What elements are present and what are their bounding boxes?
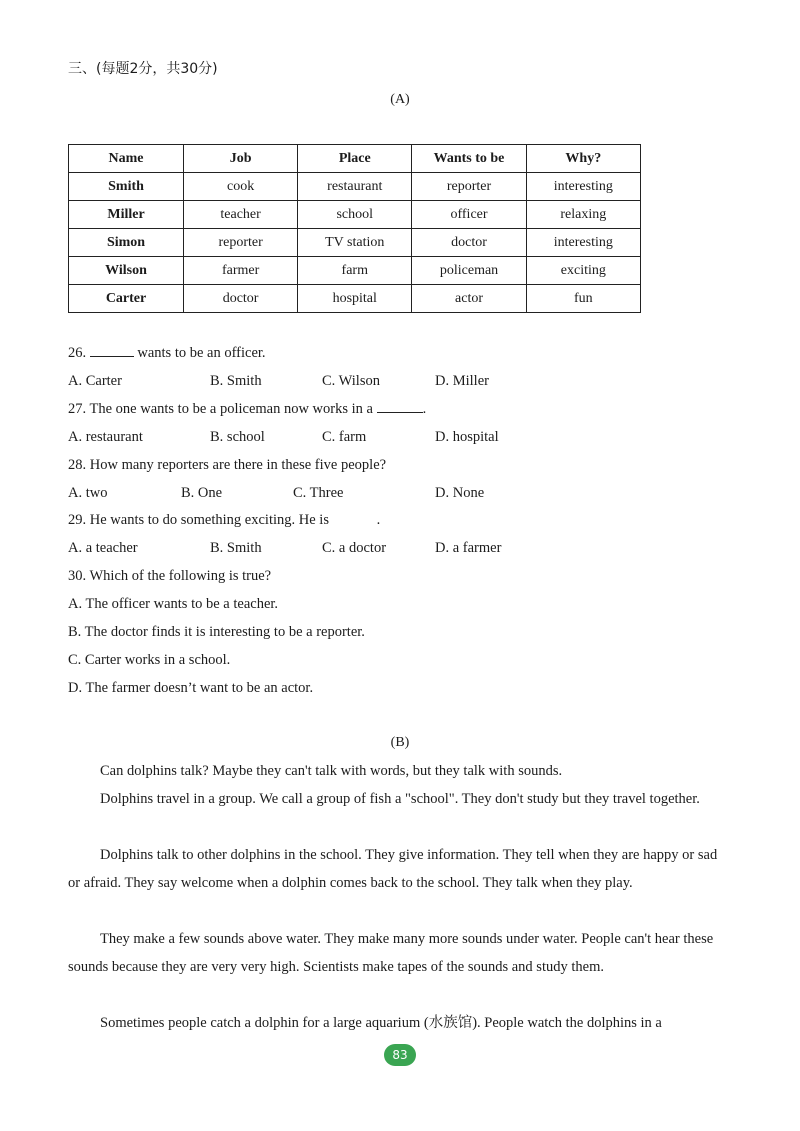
cell-wants: reporter — [412, 173, 526, 201]
table-header-row — [69, 145, 641, 173]
passage-paragraph: Dolphins talk to other dolphins in the school. They give information. They tell when they are happy or sad or afraid. They say welcome when a dolphin comes back to the school. They talk when they play. — [68, 847, 718, 891]
header-place: Place — [298, 145, 412, 173]
option-d: D. a farmer — [435, 540, 502, 556]
option-a: A. two — [68, 485, 108, 501]
cell-place: school — [298, 201, 412, 229]
table-row — [69, 173, 641, 201]
question-27 — [68, 401, 426, 418]
cell-why: exciting — [526, 257, 640, 285]
header-name: Name — [69, 145, 184, 173]
option-b: B. Smith — [210, 373, 262, 389]
cell-name: Simon — [69, 229, 184, 257]
answer-blank — [90, 356, 134, 357]
cell-place: farm — [298, 257, 412, 285]
part-b-label: (B) — [390, 735, 410, 750]
option-c: C. Three — [293, 485, 344, 501]
cell-why: interesting — [526, 173, 640, 201]
answer-blank — [377, 412, 423, 413]
option-a: A. restaurant — [68, 429, 143, 445]
question-30: 30. Which of the following is true? — [68, 568, 272, 584]
option-a: A. a teacher — [68, 540, 138, 556]
cell-name: Smith — [69, 173, 184, 201]
question-stem: wants to be an officer. — [137, 345, 266, 361]
choice-a: A. The officer wants to be a teacher. — [68, 596, 279, 612]
question-26 — [68, 345, 266, 362]
cell-name: Carter — [69, 285, 184, 313]
table-row — [69, 285, 641, 313]
cell-why: interesting — [526, 229, 640, 257]
cell-job: cook — [184, 173, 298, 201]
cell-wants: officer — [412, 201, 526, 229]
cell-place: hospital — [298, 285, 412, 313]
table-row — [69, 229, 641, 257]
cell-job: reporter — [184, 229, 298, 257]
page-number-badge: 83 — [384, 1044, 416, 1066]
passage-paragraph: They make a few sounds above water. They make many more sounds under water. People can't hear these sounds because they are very very high. Scientists make tapes of the sounds and study them. — [68, 931, 714, 975]
option-d: D. hospital — [435, 429, 499, 445]
question-29 — [68, 512, 380, 529]
cell-place: restaurant — [298, 173, 412, 201]
header-why: Why? — [526, 145, 640, 173]
stem-period: . — [376, 512, 381, 528]
passage-paragraph: Dolphins travel in a group. We call a group of fish a "school". They don't study but they travel together. — [100, 791, 700, 807]
cell-place: TV station — [298, 229, 412, 257]
table-row — [69, 257, 641, 285]
cell-job: teacher — [184, 201, 298, 229]
cell-wants: doctor — [412, 229, 526, 257]
cell-why: relaxing — [526, 201, 640, 229]
option-b: B. Smith — [210, 540, 262, 556]
header-wants-to-be: Wants to be — [412, 145, 526, 173]
option-c: C. farm — [322, 429, 367, 445]
option-c: C. Wilson — [322, 373, 380, 389]
table-row — [69, 201, 641, 229]
option-b: B. One — [181, 485, 223, 501]
choice-d: D. The farmer doesn’t want to be an actor. — [68, 680, 314, 696]
passage-paragraph: Sometimes people catch a dolphin for a large aquarium (水族馆). People watch the dolphins in a — [100, 1015, 662, 1031]
cell-why: fun — [526, 285, 640, 313]
passage-paragraph: Can dolphins talk? Maybe they can't talk with words, but they talk with sounds. — [100, 763, 563, 779]
question-stem: 29. He wants to do something exciting. He is — [68, 512, 329, 528]
info-table — [68, 144, 641, 313]
part-a-label: (A) — [390, 92, 410, 107]
cell-job: farmer — [184, 257, 298, 285]
option-d: D. None — [435, 485, 485, 501]
cell-wants: actor — [412, 285, 526, 313]
option-a: A. Carter — [68, 373, 122, 389]
cell-name: Miller — [69, 201, 184, 229]
question-stem: 27. The one wants to be a policeman now works in a — [68, 401, 373, 417]
stem-period: . — [422, 401, 427, 417]
section-header: 三、(每题2分，共30分) — [68, 61, 218, 77]
cell-name: Wilson — [69, 257, 184, 285]
cell-job: doctor — [184, 285, 298, 313]
question-number: 26. — [68, 345, 87, 361]
choice-b: B. The doctor finds it is interesting to be a reporter. — [68, 624, 365, 640]
question-28: 28. How many reporters are there in these five people? — [68, 457, 387, 473]
header-job: Job — [184, 145, 298, 173]
option-b: B. school — [210, 429, 265, 445]
choice-c: C. Carter works in a school. — [68, 652, 231, 668]
option-d: D. Miller — [435, 373, 489, 389]
option-c: C. a doctor — [322, 540, 387, 556]
cell-wants: policeman — [412, 257, 526, 285]
